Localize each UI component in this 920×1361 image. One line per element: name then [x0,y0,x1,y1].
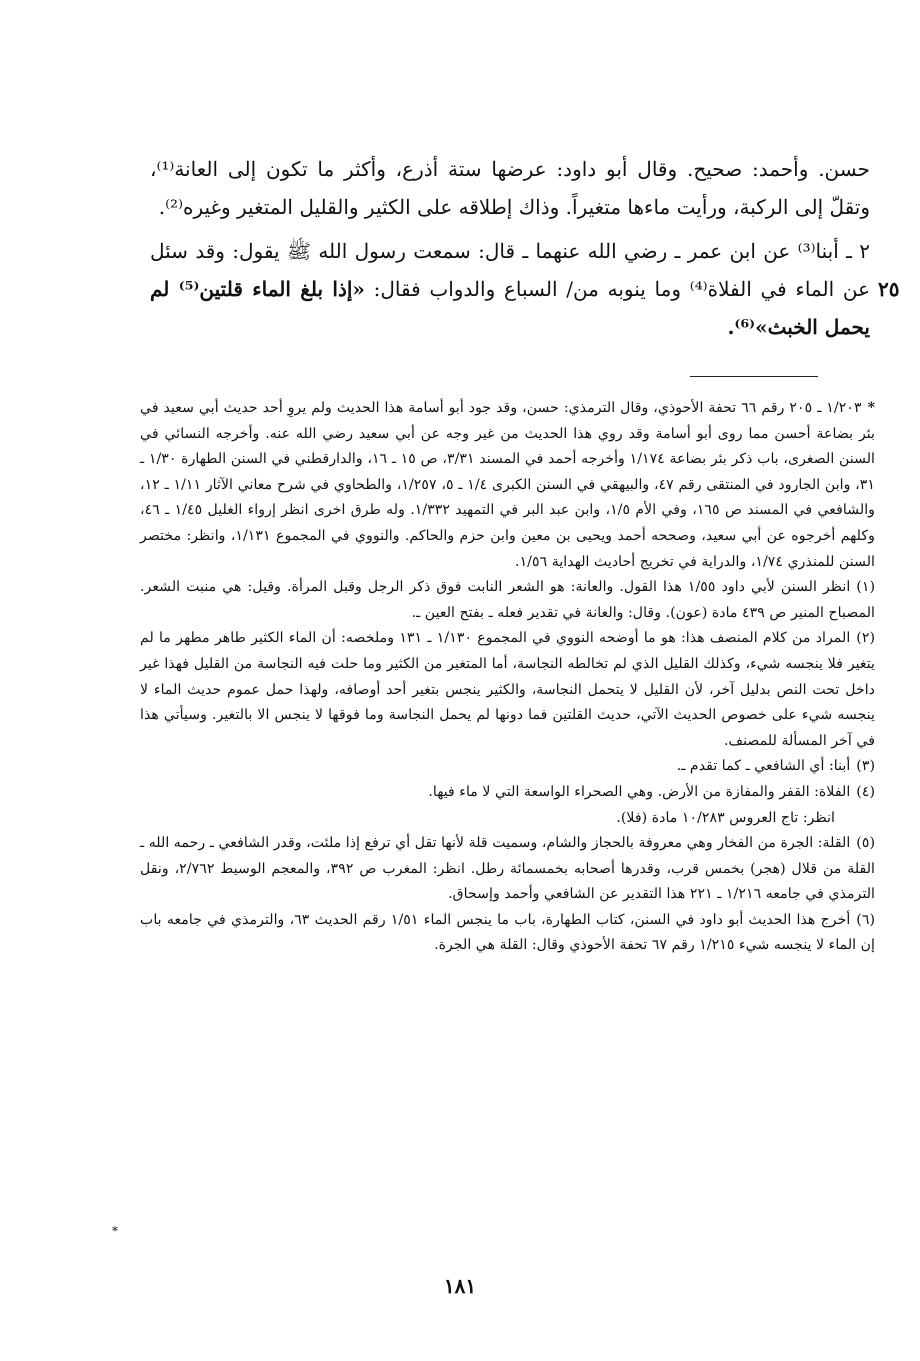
footnote-number: (٣) [856,758,875,775]
footnote-text: الفلاة: القفر والمفازة من الأرض. وهي الصحراء الواسعة التي لا ماء فيها. [428,783,851,800]
footnote-text: القلة: الجرة من الفخار وهي معروفة بالحجاز والشام، وسميت قلة لأنها تقل أي ترفع إذا ملئت، وقدر الشافعي ـ رحمه الله ـ القلة من قلال (هجر) بخمس قرب، وقدرها أصحابه بخمسمائة رطل. انظر: المغرب ص ٣٩٢، والمعجم الوسيط ٢/٧٦٢، ونقل الترمذي في جامعه ١/٢١٦ ـ ٢٢١ هذا التقدير عن الشافعي وأحمد وإسحاق. [140,835,875,903]
footnote-separator [690,376,818,377]
footnote-text: انظر السنن لأبي داود ١/٥٥ هذا القول. والعانة: هو الشعر النابت فوق ذكر الرجل وقبل المرأة. وقيل: هي منبت الشعر. المصباح المنير ص ٤٣٩ مادة (عون). وقال: والعانة في تقدير فعله ـ بفتح العين ـ. [140,579,875,621]
footnote-3 [140,754,875,780]
footnote-1 [140,575,875,626]
footnote-5 [140,831,875,908]
footnote-text: أخرج هذا الحديث أبو داود في السنن، كتاب الطهارة، باب ما ينجس الماء ١/٥١ رقم الحديث ٦٣، والترمذي في جامعه باب إن الماء لا ينجسه شيء ١/٢١٥ رقم ٦٧ تحفة الأحوذي وقال: القلة هي الجرة. [140,911,875,954]
footnote-number: * [867,400,875,416]
footnote-2 [140,626,875,754]
footnotes [140,396,875,959]
footnote-star [140,396,875,575]
hadith-text: «إذا بلغ الماء قلتين⁽⁵⁾ لم يحمل الخبث»⁽⁶⁾. [150,277,870,339]
footnote-number: (١) [856,579,875,596]
paragraph-2 [150,232,870,346]
margin-line-number: ٢٥ [878,277,900,301]
footnote-6 [140,908,875,959]
footnote-text: انظر: تاج العروس ١٠/٢٨٣ مادة (فلا). [616,809,835,826]
paragraph-2-intro: ٢ ـ أبنا⁽³⁾ عن ابن عمر ـ رضي الله عنهما ـ قال: سمعت رسول الله ﷺ يقول: وقد سئل عن الماء في الفلاة⁽⁴⁾ وما ينوبه من/ السباع والدواب فقال: [150,239,871,301]
footnote-4-reference [140,806,875,832]
footnote-text: ١/٢٠٣ ـ ٢٠٥ رقم ٦٦ تحفة الأحوذي، وقال الترمذي: حسن، وقد جود أبو أسامة هذا الحديث ولم يروِ أحد حديث أبي سعيد في بئر بضاعة أحسن مما روى أبو أسامة وقد روي هذا الحديث من غير وجه عن أبي سعيد رضي الله عنه. وأخرجه النسائي في السنن الصغرى، باب ذكر بئر بضاعة ١/١٧٤ وأخرجه أحمد في المسند ٣/٣١، ص ١٥ ـ ١٦، والدارقطني في السنن الطهارة ١/٣٠ ـ ٣١، وابن الجارود في المنتقى رقم ٤٧، والبيهقي في السنن الكبرى ١/٤ ـ ٥، ١/٢٥٧، والطحاوي في شرح معاني الآثار ١/١١ ـ ١٢، والشافعي في المسند ص ١٦٥، وفي الأم ١/٥، وابن عبد البر في التمهيد ١/٣٣٢. وله طرق اخرى انظر إرواء الغليل ١/٤٥ ـ ٤٦، وكلهم أخرجوه عن أبي سعيد، وصححه أحمد ويحيى بن معين وابن حزم والحاكم. والنووي في المجموع ١/١٣١، وانظر: مختصر السنن للمنذري ١/٧٤، والدراية في تخريج أحاديث الهداية ١/٥٦. [140,400,875,570]
footnote-number: (٢) [856,630,875,647]
main-text [150,150,870,346]
page-number: ١٨١ [443,1274,477,1298]
footnote-4 [140,780,875,806]
paragraph-1: حسن. وأحمد: صحيح. وقال أبو داود: عرضها ستة أذرع، وأكثر ما تكون إلى العانة⁽¹⁾، وتقلّ إلى الركبة، ورأيت ماءها متغيراً. وذاك إطلاقه على الكثير والقليل المتغير وغيره⁽²⁾. [150,157,870,219]
corner-mark: * [112,1224,118,1238]
footnote-text: أبنا: أي الشافعي ـ كما تقدم ـ. [676,758,851,775]
footnote-text: المراد من كلام المنصف هذا: هو ما أوضحه النووي في المجموع ١/١٣٠ ـ ١٣١ وملخصه: أن الماء الكثير طاهر مطهر ما لم يتغير فلا ينجسه شيء، وكذلك القليل الذي لم تخالطه النجاسة، أما المتغير من الكثير وما حلت فيه النجاسة من القليل فهذا غير داخل تحت النص بدليل آخر، لأن القليل لا يتحمل النجاسة، والكثير ينجس بتغير أحد أوصافه، ولهذا حمل عموم حديث الماء لا ينجسه شيء على خصوص الحديث الآتي، حديث القلتين فما دونها لم يحمل النجاسة وما فوقها لا ينجس الا بالتغير. وسيأتي هذا في آخر المسألة للمصنف. [140,630,875,749]
footnote-number: (٤) [856,783,875,800]
footnote-number: (٦) [856,911,876,928]
footnote-number: (٥) [856,835,875,852]
